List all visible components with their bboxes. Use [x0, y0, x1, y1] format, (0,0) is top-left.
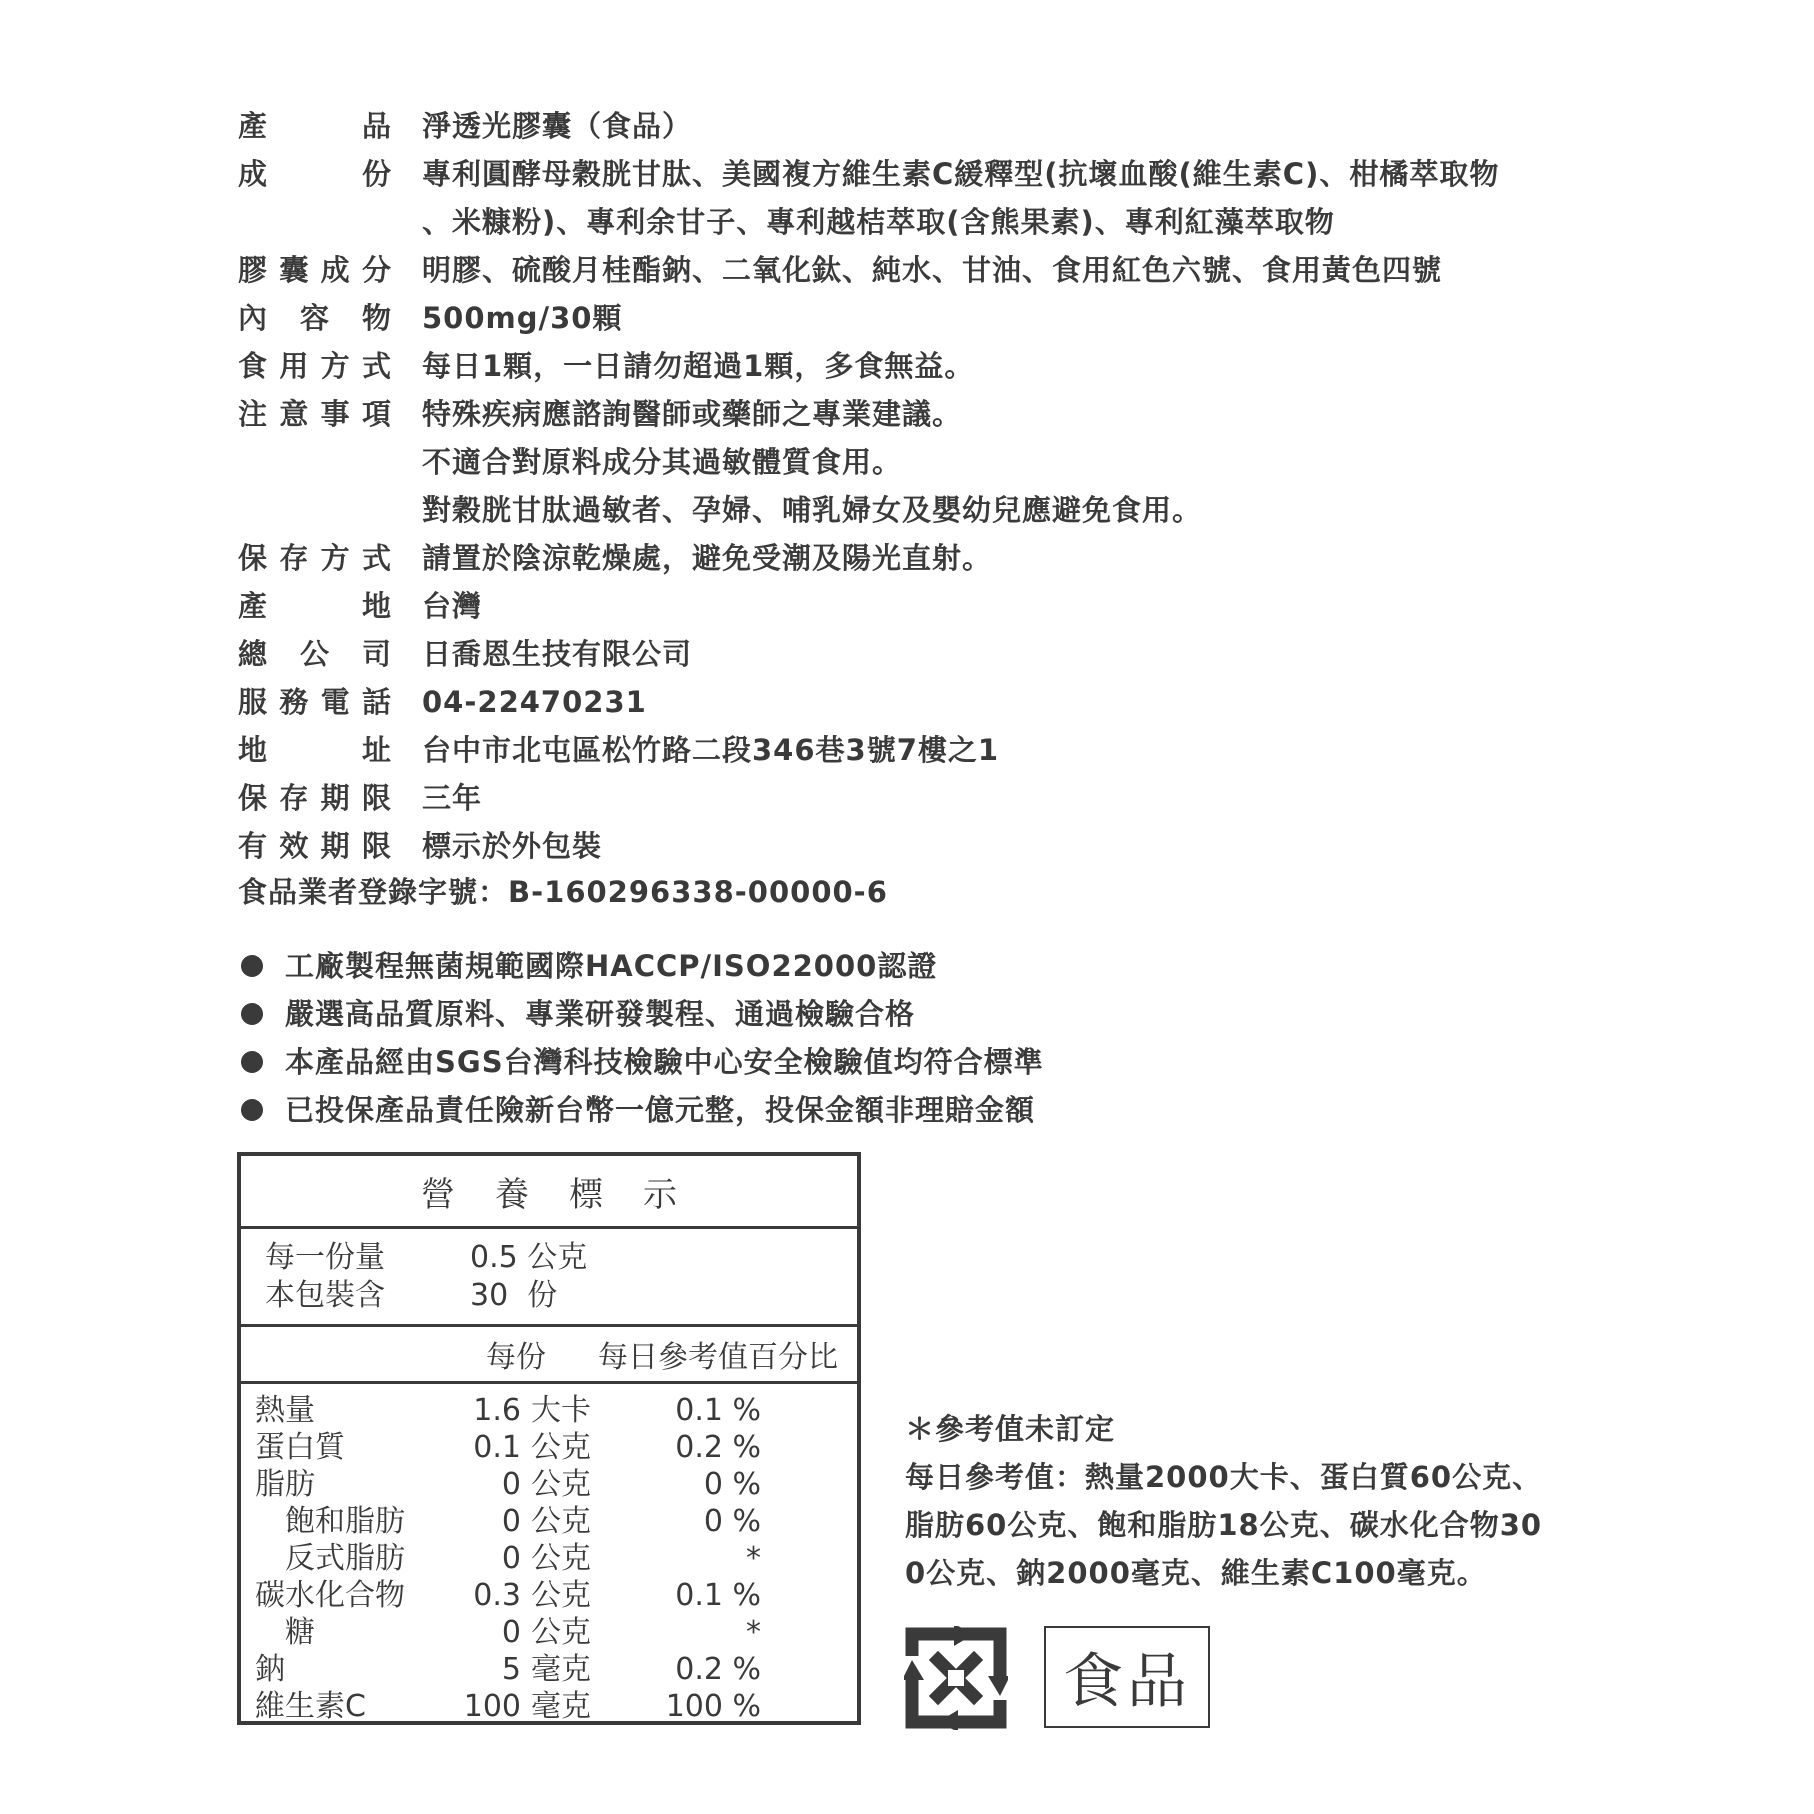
spec-label-char: 份 — [361, 157, 392, 191]
nutrition-row — [255, 1688, 857, 1725]
nutrient-name: 蛋白質 — [255, 1430, 345, 1465]
nutrient-daily-value: * — [746, 1541, 761, 1576]
feature-bullet — [238, 1086, 1044, 1134]
spec-value-line: 對穀胱甘肽過敏者、孕婦、哺乳婦女及嬰幼兒應避免食用。 — [422, 493, 1203, 527]
spec-value-line: 500mg/30顆 — [422, 301, 623, 335]
nutrient-value: 100 — [463, 1689, 521, 1724]
nutrient-name: 反式脂肪 — [285, 1541, 405, 1576]
spec-label-char: 方 — [320, 541, 351, 575]
spec-label — [238, 390, 392, 534]
spec-label-char: 公 — [299, 637, 330, 671]
nutrient-daily-value: 0 % — [703, 1504, 761, 1539]
spec-row — [238, 102, 1638, 150]
spec-value-line: 專利圓酵母穀胱甘肽、美國複方維生素C緩釋型(抗壞血酸(維生素C)、柑橘萃取物 — [422, 157, 1500, 191]
spec-value — [422, 102, 1638, 150]
spec-label-char: 總 — [238, 637, 269, 671]
nutrient-name: 飽和脂肪 — [285, 1504, 405, 1539]
nutrient-unit: 毫克 — [531, 1652, 591, 1687]
nutrition-row — [255, 1577, 857, 1614]
feature-bullet — [238, 990, 1044, 1038]
product-spec-list — [238, 102, 1638, 870]
spec-label-char: 話 — [361, 685, 392, 719]
spec-label — [238, 726, 392, 774]
spec-label-char: 效 — [279, 829, 310, 863]
spec-value — [422, 342, 1638, 390]
nutrient-unit: 毫克 — [531, 1689, 591, 1724]
spec-label-char: 地 — [361, 589, 392, 623]
spec-label-char: 期 — [320, 829, 351, 863]
spec-label-char: 方 — [320, 349, 351, 383]
feature-bullets — [238, 942, 1044, 1134]
nutrient-daily-value: * — [746, 1615, 761, 1650]
serving-info — [241, 1229, 857, 1327]
nutrient-unit: 公克 — [531, 1578, 591, 1613]
serving-size-value: 0.5 公克 — [470, 1240, 588, 1275]
bullet-dot-icon — [241, 1051, 263, 1073]
nutrient-unit: 大卡 — [531, 1393, 591, 1428]
spec-row — [238, 390, 1638, 534]
spec-label — [238, 822, 392, 870]
spec-row — [238, 774, 1638, 822]
spec-label — [238, 678, 392, 726]
spec-row — [238, 582, 1638, 630]
spec-label-char: 有 — [238, 829, 269, 863]
spec-label-char: 成 — [320, 253, 351, 287]
spec-label-char: 期 — [320, 781, 351, 815]
registration-number: 食品業者登錄字號：B-160296338-00000-6 — [238, 875, 888, 909]
spec-row — [238, 294, 1638, 342]
spec-value — [422, 630, 1638, 678]
nutrition-facts-table — [237, 1152, 861, 1725]
spec-label-char: 膠 — [238, 253, 269, 287]
bullet-dot-icon — [241, 955, 263, 977]
spec-value-line: 日喬恩生技有限公司 — [422, 637, 693, 671]
spec-value — [422, 726, 1638, 774]
spec-value — [422, 774, 1638, 822]
nutrient-name: 糖 — [285, 1615, 315, 1650]
nutrient-name: 維生素C — [255, 1689, 366, 1724]
spec-row — [238, 630, 1638, 678]
nutrient-unit: 公克 — [531, 1430, 591, 1465]
spec-label-char: 式 — [361, 349, 392, 383]
bullet-text: 本產品經由SGS台灣科技檢驗中心安全檢驗值均符合標準 — [285, 1045, 1044, 1079]
nutrition-row — [255, 1614, 857, 1651]
spec-label-char: 電 — [320, 685, 351, 719]
spec-label-char: 產 — [238, 589, 269, 623]
recycle-icon — [904, 1626, 1008, 1730]
spec-label-char: 限 — [361, 829, 392, 863]
spec-label-char: 意 — [279, 397, 310, 431]
spec-value — [422, 534, 1638, 582]
bullet-dot-icon — [241, 1099, 263, 1121]
reference-note-line: 每日參考值：熱量2000大卡、蛋白質60公克、 — [905, 1460, 1543, 1494]
nutrient-daily-value: 0 % — [703, 1467, 761, 1502]
bullet-dot-icon — [241, 1003, 263, 1025]
nutrient-name: 脂肪 — [255, 1467, 315, 1502]
spec-label-char: 囊 — [279, 253, 310, 287]
spec-label-char: 品 — [361, 109, 392, 143]
spec-label-char: 分 — [361, 253, 392, 287]
spec-label — [238, 774, 392, 822]
nutrient-daily-value: 0.1 % — [675, 1393, 761, 1428]
spec-label-char: 限 — [361, 781, 392, 815]
spec-label-char: 保 — [238, 781, 269, 815]
nutrient-value: 0 — [501, 1615, 521, 1650]
bullet-text: 已投保產品責任險新台幣一億元整，投保金額非理賠金額 — [285, 1093, 1036, 1127]
spec-label-char: 務 — [279, 685, 310, 719]
spec-value-line: 台灣 — [422, 589, 483, 623]
spec-label-char: 地 — [238, 733, 269, 767]
spec-label — [238, 150, 392, 246]
spec-row — [238, 342, 1638, 390]
nutrition-row — [255, 1429, 857, 1466]
nutrition-row — [255, 1503, 857, 1540]
nutrient-unit: 公克 — [531, 1615, 591, 1650]
spec-value — [422, 390, 1638, 534]
spec-label — [238, 582, 392, 630]
nutrient-daily-value: 0.1 % — [675, 1578, 761, 1613]
reference-notes — [905, 1405, 1605, 1597]
nutrient-daily-value: 100 % — [665, 1689, 761, 1724]
spec-label — [238, 534, 392, 582]
servings-value: 30 份 — [470, 1278, 558, 1313]
spec-value-line: 淨透光膠囊（食品） — [422, 109, 693, 143]
spec-value-line: 標示於外包裝 — [422, 829, 603, 863]
spec-value — [422, 582, 1638, 630]
spec-label-char: 注 — [238, 397, 269, 431]
spec-value — [422, 294, 1638, 342]
nutrient-unit: 公克 — [531, 1541, 591, 1576]
spec-row — [238, 534, 1638, 582]
bullet-text: 嚴選高品質原料、專業研發製程、通過檢驗合格 — [285, 997, 916, 1031]
food-mark: 食品 — [1044, 1626, 1210, 1728]
spec-label-char: 服 — [238, 685, 269, 719]
spec-label — [238, 630, 392, 678]
nutrition-rows — [241, 1384, 857, 1725]
spec-label-char: 物 — [361, 301, 392, 335]
spec-label-char: 存 — [279, 781, 310, 815]
nutrient-unit: 公克 — [531, 1467, 591, 1502]
reference-note-line: 脂肪60公克、飽和脂肪18公克、碳水化合物30 — [905, 1508, 1543, 1542]
spec-row — [238, 726, 1638, 774]
spec-row — [238, 150, 1638, 246]
spec-label — [238, 246, 392, 294]
spec-label-char: 司 — [361, 637, 392, 671]
spec-value-line: 、米糠粉)、專利余甘子、專利越桔萃取(含熊果素)、專利紅藻萃取物 — [422, 205, 1335, 239]
nutrition-row — [255, 1651, 857, 1688]
nutrient-value: 1.6 — [473, 1393, 521, 1428]
spec-label-char: 產 — [238, 109, 269, 143]
nutrient-value: 0 — [501, 1504, 521, 1539]
nutrient-name: 熱量 — [255, 1393, 315, 1428]
spec-label-char: 食 — [238, 349, 269, 383]
spec-label — [238, 342, 392, 390]
feature-bullet — [238, 1038, 1044, 1086]
nutrition-row — [255, 1392, 857, 1429]
servings-label: 本包裝含 — [265, 1278, 385, 1313]
nutrient-name: 鈉 — [255, 1652, 285, 1687]
nutrient-value: 0.1 — [473, 1430, 521, 1465]
spec-value — [422, 150, 1638, 246]
spec-label-char: 成 — [238, 157, 269, 191]
spec-value — [422, 246, 1638, 294]
spec-value-line: 請置於陰涼乾燥處，避免受潮及陽光直射。 — [422, 541, 993, 575]
reference-note-line: 0公克、鈉2000毫克、維生素C100毫克。 — [905, 1556, 1487, 1590]
spec-label-char: 用 — [279, 349, 310, 383]
spec-label-char: 項 — [361, 397, 392, 431]
spec-row — [238, 822, 1638, 870]
col-per-serving: 每份 — [486, 1340, 546, 1375]
spec-value-line: 不適合對原料成分其過敏體質食用。 — [422, 445, 903, 479]
spec-value-line: 明膠、硫酸月桂酯鈉、二氧化鈦、純水、甘油、食用紅色六號、食用黃色四號 — [422, 253, 1443, 287]
spec-value-line: 三年 — [422, 781, 483, 815]
bullet-text: 工廠製程無菌規範國際HACCP/ISO22000認證 — [285, 949, 938, 983]
spec-row — [238, 678, 1638, 726]
spec-label-char: 事 — [320, 397, 351, 431]
spec-row — [238, 246, 1638, 294]
spec-label — [238, 294, 392, 342]
spec-label-char: 內 — [238, 301, 269, 335]
spec-value — [422, 678, 1638, 726]
nutrient-daily-value: 0.2 % — [675, 1430, 761, 1465]
nutrient-value: 0 — [501, 1541, 521, 1576]
nutrient-value: 5 — [501, 1652, 521, 1687]
feature-bullet — [238, 942, 1044, 990]
serving-size-label: 每一份量 — [265, 1240, 385, 1275]
col-daily-value: 每日參考值百分比 — [598, 1340, 838, 1375]
spec-label-char: 式 — [361, 541, 392, 575]
nutrition-column-header — [241, 1327, 857, 1384]
nutrition-title: 營養標示 — [241, 1156, 857, 1229]
spec-value-line: 每日1顆，一日請勿超過1顆，多食無益。 — [422, 349, 975, 383]
spec-label-char: 保 — [238, 541, 269, 575]
spec-label — [238, 102, 392, 150]
nutrition-row — [255, 1540, 857, 1577]
spec-value-line: 台中市北屯區松竹路二段346巷3號7樓之1 — [422, 733, 1000, 767]
nutrient-unit: 公克 — [531, 1504, 591, 1539]
spec-label-char: 址 — [361, 733, 392, 767]
nutrient-daily-value: 0.2 % — [675, 1652, 761, 1687]
spec-value-line: 特殊疾病應諮詢醫師或藥師之專業建議。 — [422, 397, 963, 431]
nutrition-row — [255, 1466, 857, 1503]
spec-label-char: 存 — [279, 541, 310, 575]
spec-value-line: 04-22470231 — [422, 685, 647, 719]
spec-value — [422, 822, 1638, 870]
nutrient-value: 0 — [501, 1467, 521, 1502]
spec-label-char: 容 — [299, 301, 330, 335]
nutrient-value: 0.3 — [473, 1578, 521, 1613]
nutrient-name: 碳水化合物 — [255, 1578, 405, 1613]
reference-note-line: ＊參考值未訂定 — [905, 1412, 1116, 1446]
